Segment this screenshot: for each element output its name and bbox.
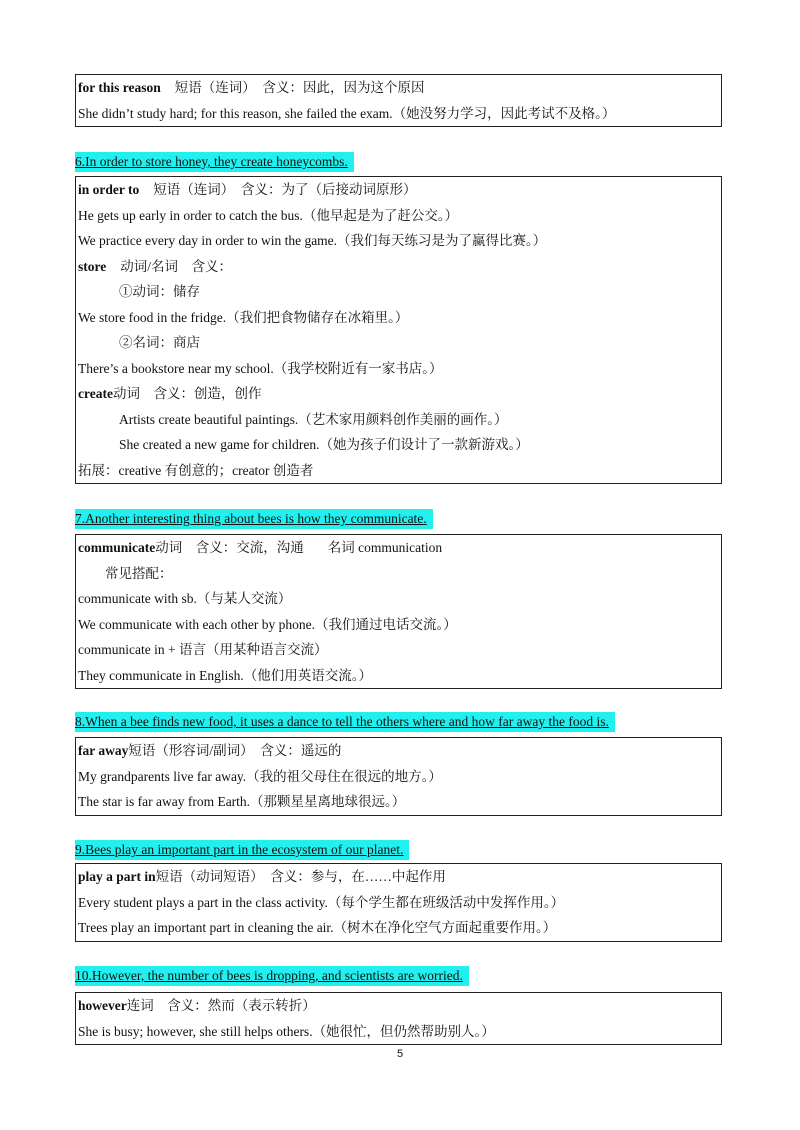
term-row <box>76 535 721 561</box>
vocab-box-for-this-reason <box>75 74 722 127</box>
term-info: 动词 含义：创造，创作 <box>112 386 262 401</box>
example-row: The star is far away from Earth.（那颗星星离地球很远。） <box>78 794 406 809</box>
term-row <box>76 993 721 1019</box>
term-info: 短语（连词） 含义：为了（后接动词原形） <box>153 182 417 197</box>
meaning-row: ①动词：储存 <box>119 284 200 299</box>
vocab-box-6 <box>75 176 722 484</box>
vocab-box-8 <box>75 737 722 816</box>
sentence-heading-7: 7.Another interesting thing about bees is how they communicate. <box>75 509 433 529</box>
term: store <box>78 258 107 274</box>
term-row <box>76 738 721 764</box>
vocab-box-9 <box>75 863 722 942</box>
sentence-heading-6: 6.In order to store honey, they create honeycombs. <box>75 152 354 172</box>
vocab-box-10 <box>75 992 722 1045</box>
term-info: 短语（形容词/副词） 含义：遥远的 <box>128 743 342 758</box>
term-row <box>76 177 721 203</box>
example-row: She created a new game for children.（她为孩子们设计了一款新游戏。） <box>119 437 529 452</box>
example-row: Every student plays a part in the class activity.（每个学生都在班级活动中发挥作用。） <box>78 894 565 910</box>
sentence-heading-9: 9.Bees play an important part in the ecosystem of our planet. <box>75 840 409 860</box>
example-row: My grandparents live far away.（我的祖父母住在很远的地方。） <box>78 768 442 784</box>
example-row: She is busy; however, she still helps others.（她很忙，但仍然帮助别人。） <box>78 1023 495 1039</box>
term: create <box>78 386 113 401</box>
example-row: He gets up early in order to catch the bus.（他早起是为了赶公交。） <box>78 207 459 223</box>
collocation-row: communicate with sb.（与某人交流） <box>78 591 292 606</box>
term-info: 连词 含义：然而（表示转折） <box>126 998 316 1013</box>
collocation-row: communicate in + 语言（用某种语言交流） <box>78 642 328 657</box>
page-number: 5 <box>396 1048 404 1060</box>
term-row <box>76 254 721 280</box>
term-row <box>76 864 721 890</box>
term: for this reason <box>78 80 161 95</box>
term: communicate <box>78 540 156 555</box>
term: far away <box>78 743 129 758</box>
term-info: 动词/名词 含义： <box>120 258 233 274</box>
example-row: They communicate in English.（他们用英语交流。） <box>78 667 372 683</box>
term-row <box>76 381 721 407</box>
extension-row: 拓展：creative 有创意的；creator 创造者 <box>78 462 314 478</box>
term-noun: 名词 communication <box>327 540 443 555</box>
meaning-row: ②名词：商店 <box>119 335 200 350</box>
term-info: 动词 含义：交流，沟通 <box>155 540 304 555</box>
example-row: Trees play an important part in cleaning the air.（树木在净化空气方面起重要作用。） <box>78 920 557 935</box>
vocab-box-7 <box>75 534 722 689</box>
term: in order to <box>78 182 140 197</box>
example-row: There’s a bookstore near my school.（我学校附近有一家书店。） <box>78 360 443 376</box>
example-row: We practice every day in order to win the game.（我们每天练习是为了赢得比赛。） <box>78 233 547 248</box>
term: however <box>78 998 127 1013</box>
term-info: 短语（连词） 含义：因此，因为这个原因 <box>174 80 425 95</box>
example-row: She didn’t study hard; for this reason, she failed the exam.（她没努力学习，因此考试不及格。） <box>78 105 616 121</box>
example-row: We store food in the fridge.（我们把食物储存在冰箱里。） <box>78 309 409 325</box>
term: play a part in <box>78 869 156 884</box>
example-row: Artists create beautiful paintings.（艺术家用颜料创作美丽的画作。） <box>119 411 508 427</box>
example-row: We communicate with each other by phone.（我们通过电话交流。） <box>78 616 457 632</box>
collocation-label: 常见搭配： <box>105 565 173 581</box>
term-row <box>76 75 721 101</box>
sentence-heading-10: 10.However, the number of bees is dropping, and scientists are worried. <box>75 966 469 986</box>
sentence-heading-8: 8.When a bee finds new food, it uses a dance to tell the others where and how far away the food is. <box>75 712 615 732</box>
term-info: 短语（动词短语） 含义：参与，在……中起作用 <box>155 869 446 884</box>
